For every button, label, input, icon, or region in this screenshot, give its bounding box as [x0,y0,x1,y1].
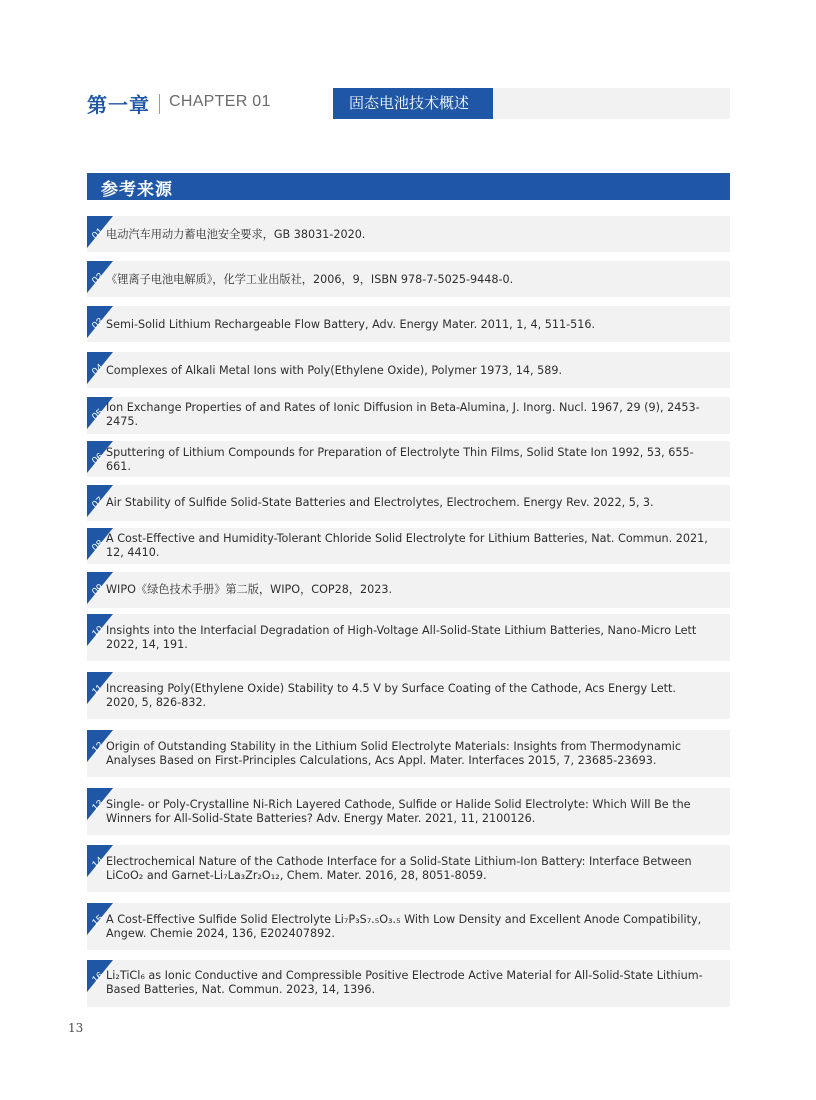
reference-item [87,788,730,835]
reference-item [87,352,730,388]
reference-number: 10 [90,624,106,640]
reference-text: Semi-Solid Lithium Rechargeable Flow Battery, Adv. Energy Mater. 2011, 1, 4, 511-516. [106,318,596,331]
reference-text: A Cost-Effective and Humidity-Tolerant Chloride Solid Electrolyte for Lithium Batteries, Nat. Commun. 2021, 12, 4410. [106,532,708,559]
reference-item [87,672,730,719]
reference-number: 15 [90,913,106,929]
reference-item [87,216,730,252]
reference-number: 06 [90,451,106,467]
section-heading-bar [87,173,730,200]
page-number: 13 [68,1021,84,1035]
reference-number: 11 [90,682,106,698]
reference-text: Ion Exchange Properties of and Rates of Ionic Diffusion in Beta-Alumina, J. Inorg. Nucl. 1967, 29 (9), 2453-2475. [106,401,700,428]
reference-number: 16 [90,970,106,986]
reference-text: Air Stability of Sulfide Solid-State Batteries and Electrolytes, Electrochem. Energy Rev. 2022, 5, 3. [106,496,654,509]
reference-item [87,845,730,892]
reference-number: 05 [90,407,106,423]
reference-text: Origin of Outstanding Stability in the Lithium Solid Electrolyte Materials: Insights from Thermodynamic Analyses Based on First-Principles Calculations, Acs Appl. Mater. Interfaces 2015, 7, 23685-23693. [106,740,682,767]
reference-text: Complexes of Alkali Metal Ions with Poly(Ethylene Oxide), Polymer 1973, 14, 589. [106,364,563,377]
reference-item [87,485,730,521]
reference-number: 12 [90,740,106,756]
reference-text: Electrochemical Nature of the Cathode Interface for a Solid-State Lithium-Ion Battery: Interface Between LiCoO₂ and Garnet-Li₇La₃Zr₂O₁₂, Chem. Mater. 2016, 28, 8051-8059. [106,855,692,882]
reference-item [87,960,730,1007]
reference-number: 08 [90,538,106,554]
reference-item [87,903,730,950]
reference-text: Increasing Poly(Ethylene Oxide) Stability to 4.5 V by Surface Coating of the Cathode, Acs Energy Lett. 2020, 5, 826-832. [106,682,676,709]
reference-text: 电动汽车用动力蓄电池安全要求，GB 38031-2020. [106,228,366,241]
reference-number: 04 [90,362,106,378]
reference-number: 03 [90,316,106,332]
chapter-number: 第一章 [87,93,150,117]
reference-item [87,441,730,477]
reference-text: Single- or Poly-Crystalline Ni-Rich Layered Cathode, Sulfide or Halide Solid Electrolyte: Which Will Be the Winners for All-Solid-State Batteries? Adv. Energy Mater. 2021, 11, 2100126. [106,798,691,825]
reference-item [87,730,730,777]
chapter-title: 固态电池技术概述 [333,88,493,119]
chapter-divider [159,94,160,114]
reference-item [87,306,730,342]
reference-number: 14 [90,855,106,871]
reference-text: Insights into the Interfacial Degradation of High-Voltage All-Solid-State Lithium Batteries, Nano-Micro Lett 2022, 14, 191. [106,624,697,651]
reference-item [87,261,730,297]
section-title: 参考来源 [101,180,173,200]
chapter-label-en: CHAPTER 01 [169,93,271,110]
reference-item [87,614,730,661]
reference-item [87,397,730,434]
reference-number: 02 [90,271,106,287]
reference-number: 13 [90,798,106,814]
reference-text: WIPO《绿色技术手册》第二版，WIPO，COP28，2023. [106,583,393,596]
reference-number: 09 [90,582,106,598]
reference-text: Sputtering of Lithium Compounds for Preparation of Electrolyte Thin Films, Solid State Ion 1992, 53, 655-661. [106,446,694,473]
reference-item [87,528,730,564]
chapter-header [87,88,730,119]
reference-text: A Cost-Effective Sulfide Solid Electrolyte Li₇P₃S₇.₅O₃.₅ With Low Density and Excellent Anode Compatibility, Angew. Chemie 2024, 136, E202407892. [106,913,702,940]
reference-number: 07 [90,495,106,511]
reference-number: 01 [90,226,106,242]
reference-item [87,572,730,608]
reference-text: 《锂离子电池电解质》，化学工业出版社，2006，9，ISBN 978-7-5025-9448-0. [106,273,514,286]
reference-text: Li₂TiCl₆ as Ionic Conductive and Compressible Positive Electrode Active Material for All-Solid-State Lithium-Based Batteries, Nat. Commun. 2023, 14, 1396. [106,969,703,996]
